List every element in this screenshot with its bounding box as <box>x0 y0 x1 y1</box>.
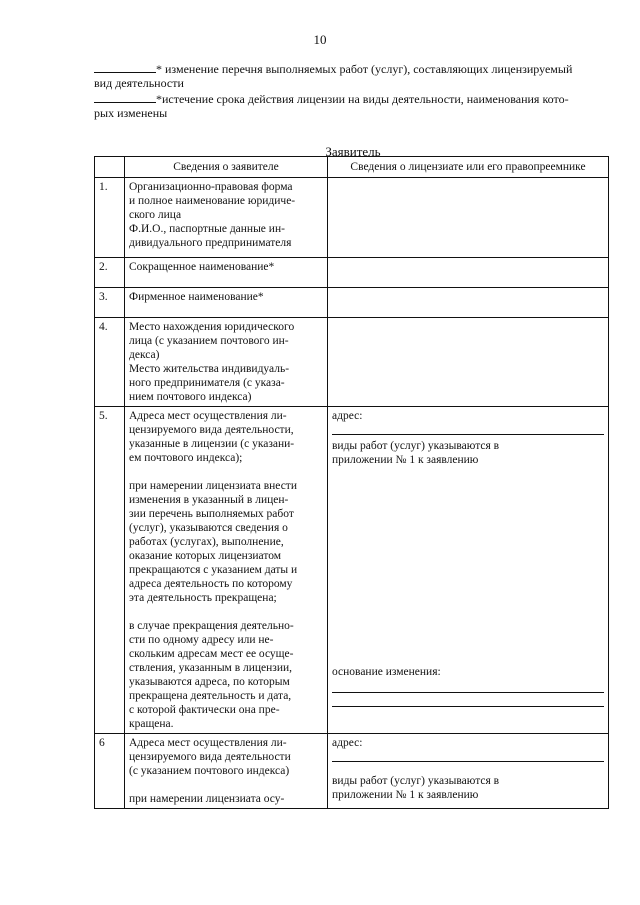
address-label: адрес: <box>332 737 363 749</box>
row-value-cell[interactable] <box>328 178 609 258</box>
table-row <box>95 258 609 288</box>
intro-line-1 <box>94 62 572 76</box>
row-label <box>125 318 328 407</box>
intro-line-3 <box>94 92 569 106</box>
row-label-line: ствления, указанным в лицензии, <box>129 662 293 674</box>
row-number: 1. <box>95 178 125 258</box>
row-label-line: кращена. <box>129 718 174 730</box>
row-number: 6 <box>95 734 125 809</box>
row-number: 3. <box>95 288 125 318</box>
row-label-line: (с указанием почтового индекса) <box>129 765 290 777</box>
row-label-line: адреса деятельность по которому <box>129 578 293 590</box>
blank-field <box>94 62 156 73</box>
intro-text-3: *истечение срока действия лицензии на виды деятельности, наименования кото- <box>156 92 569 106</box>
basis-line[interactable] <box>332 705 604 707</box>
row-number: 4. <box>95 318 125 407</box>
table-title: Заявитель <box>325 144 381 159</box>
row-label-line: Фирменное наименование* <box>129 291 264 303</box>
row-label-line: Ф.И.О., паспортные данные ин- <box>129 223 285 235</box>
row-label-line: изменения в указанный в лицен- <box>129 494 289 506</box>
row-label-line: при намерении лицензиата осу- <box>129 793 285 805</box>
row-value-cell[interactable] <box>328 407 609 734</box>
table-row <box>95 407 609 734</box>
row-label-line: Организационно-правовая форма <box>129 181 293 193</box>
header-right: Сведения о лицензиате или его правопреемнике <box>328 157 609 178</box>
table-row <box>95 318 609 407</box>
row-label <box>125 407 328 734</box>
row-label <box>125 288 328 318</box>
row-label-line: сти по одному адресу или не- <box>129 634 274 646</box>
row-label <box>125 178 328 258</box>
blank-field <box>94 92 156 103</box>
row-label-line: оказание которых лицензиатом <box>129 550 282 562</box>
row-label-line: скольким адресам мест ее осуще- <box>129 648 294 660</box>
row-number: 2. <box>95 258 125 288</box>
row-label-line: с которой фактически она пре- <box>129 704 280 716</box>
basis-line[interactable] <box>332 691 604 693</box>
row-label-line: Место нахождения юридического <box>129 321 295 333</box>
row-label-line: цензируемого вида деятельности, <box>129 424 294 436</box>
row-label-line: указанные в лицензии (с указани- <box>129 438 295 450</box>
row-label-line: зии перечень выполняемых работ <box>129 508 294 520</box>
row-label-line: (услуг), указываются сведения о <box>129 522 288 534</box>
intro-text-4: рых изменены <box>94 106 168 120</box>
row-label-line: декса) <box>129 349 160 361</box>
row-label-line: прекращаются с указанием даты и <box>129 564 298 576</box>
row-value-cell[interactable] <box>328 734 609 809</box>
row-label-line: ного предпринимателя (с указа- <box>129 377 285 389</box>
row-label-line: указываются адреса, по которым <box>129 676 290 688</box>
works-note-line: приложении № 1 к заявлению <box>332 454 479 466</box>
row-label-line: Адреса мест осуществления ли- <box>129 737 287 749</box>
row-value-cell[interactable] <box>328 318 609 407</box>
works-note-line: приложении № 1 к заявлению <box>332 789 479 801</box>
row-label-line: дивидуального предпринимателя <box>129 237 292 249</box>
row-label-line: Сокращенное наименование* <box>129 261 275 273</box>
table-header-row <box>95 157 609 178</box>
row-label <box>125 734 328 809</box>
row-label-line: в случае прекращения деятельно- <box>129 620 294 632</box>
row-label-line: ем почтового индекса); <box>129 452 243 464</box>
row-label-line: и полное наименование юридиче- <box>129 195 296 207</box>
table-row <box>95 178 609 258</box>
row-value-cell[interactable] <box>328 258 609 288</box>
header-left: Сведения о заявителе <box>125 157 328 178</box>
row-label-line: нием почтового индекса) <box>129 391 252 403</box>
basis-label: основание изменения: <box>332 666 441 678</box>
works-note-line: виды работ (услуг) указываются в <box>332 440 500 452</box>
row-label-line: Адреса мест осуществления ли- <box>129 410 287 422</box>
row-label-line: Место жительства индивидуаль- <box>129 363 290 375</box>
header-num-cell <box>95 157 125 178</box>
row-number: 5. <box>95 407 125 734</box>
row-label <box>125 258 328 288</box>
row-label-line: ского лица <box>129 209 182 221</box>
works-note-line: виды работ (услуг) указываются в <box>332 775 500 787</box>
row-label-line: прекращена деятельность и дата, <box>129 690 292 702</box>
table-row <box>95 288 609 318</box>
row-label-line: лица (с указанием почтового ин- <box>129 335 289 347</box>
address-label: адрес: <box>332 410 363 422</box>
applicant-table <box>94 156 609 809</box>
address-line[interactable] <box>332 433 604 435</box>
address-line[interactable] <box>332 760 604 762</box>
row-label-line: эта деятельность прекращена; <box>129 592 277 604</box>
intro-text-2: вид деятельности <box>94 76 184 90</box>
row-label-line: цензируемого вида деятельности <box>129 751 291 763</box>
row-label-line: при намерении лицензиата внести <box>129 480 297 492</box>
intro-text-1: * изменение перечня выполняемых работ (услуг), составляющих лицензируемый <box>156 62 573 76</box>
table-row <box>95 734 609 809</box>
page-number: 10 <box>313 32 327 47</box>
row-value-cell[interactable] <box>328 288 609 318</box>
row-label-line: работах (услугах), выполнение, <box>129 536 284 548</box>
